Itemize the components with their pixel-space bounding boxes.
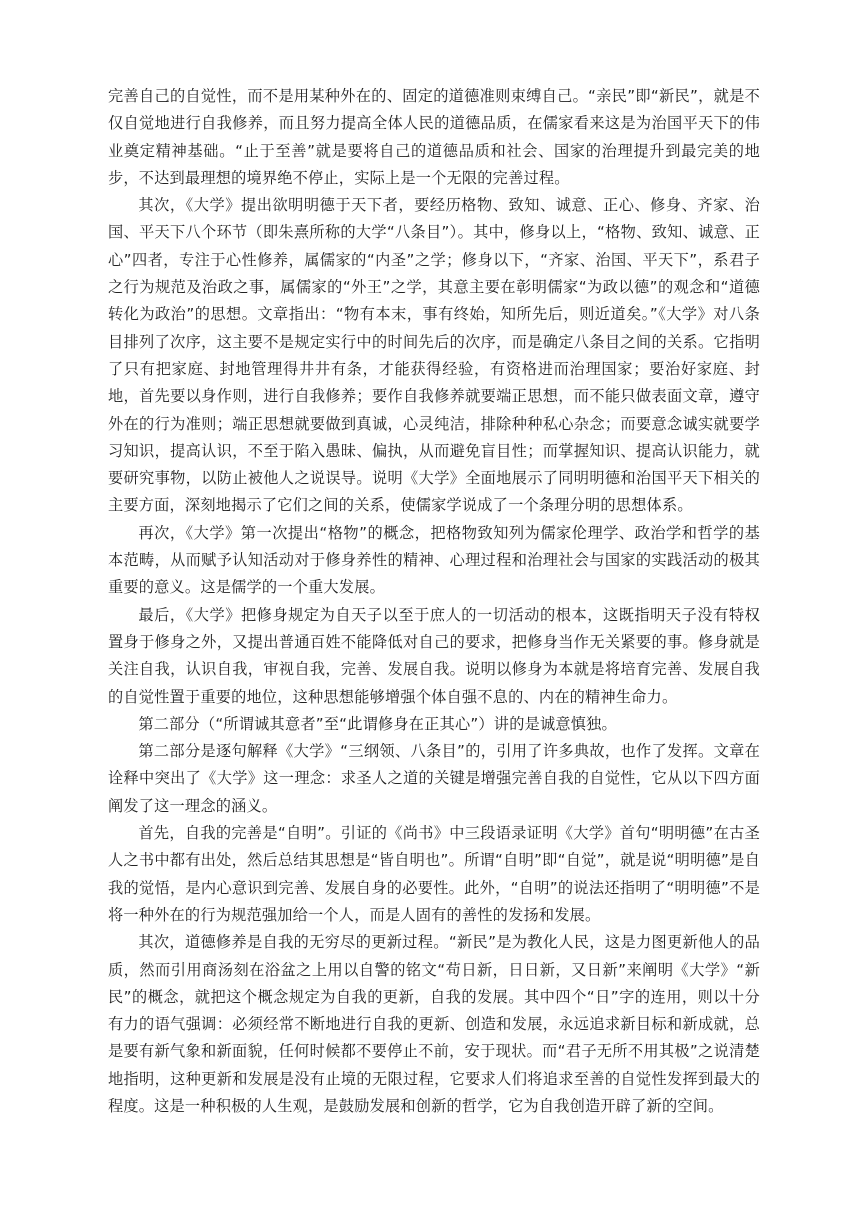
paragraph-eight-items: 其次，《大学》提出欲明明德于天下者，要经历格物、致知、诚意、正心、修身、齐家、治国、平天下八个环节（即朱熹所称的大学“八条目”）。其中，修身以上，“格物、致知、诚意、正心”四者，专注于心性修养，属儒家的“内圣”之学；修身以下，“齐家、治国、平天下”，系君子之行为规范及治政之事，属儒家的“外王”之学，其意主要在彰明儒家“为政以德”的观念和“道德转化为政治”的思想。文章指出：“物有本末，事有终始，知所先后，则近道矣。”《大学》对八条目排列了次序，这主要不是规定实行中的时间先后的次序，而是确定八条目之间的关系。它指明了只有把家庭、封地管理得井井有条，才能获得经验，有资格进而治理国家；要治好家庭、封地，首先要以身作则，进行自我修养；要作自我修养就要端正思想，而不能只做表面文章，遵守外在的行为准则；端正思想就要做到真诚，心灵纯洁，排除种种私心杂念；而要意念诚实就要学习知识，提高认识，不至于陷入愚昧、偏执，从而避免盲目性；而掌握知识、提高认识能力，就要研究事物，以防止被他人之说误导。说明《大学》全面地展示了同明明德和治国平天下相关的主要方面，深刻地揭示了它们之间的关系，使儒家学说成了一个条理分明的思想体系。 bbox=[108, 196, 760, 515]
paragraph-gewu: 再次，《大学》第一次提出“格物”的概念，把格物致知列为儒家伦理学、政治学和哲学的基本范畴，从而赋予认知活动对于修身养性的精神、心理过程和治理社会与国家的实践活动的极其重要的意义。这是儒学的一个重大发展。 bbox=[108, 523, 760, 597]
paragraph-part-two-heading: 第二部分（“所谓诚其意者”至“此谓修身在正其心”）讲的是诚意慎独。 bbox=[138, 714, 617, 733]
paragraph-part-two-intro: 第二部分是逐句解释《大学》“三纲领、八条目”的，引用了许多典故，也作了发挥。文章在诠释中突出了《大学》这一理念：求圣人之道的关键是增强完善自我的自觉性，它从以下四方面阐发了这一理念的涵义。 bbox=[108, 742, 760, 815]
paragraph-renewal: 其次，道德修养是自我的无穷尽的更新过程。“新民”是为教化人民，这是力图更新他人的品质，然而引用商汤刻在浴盆之上用以自警的铭文“苟日新，日日新，又日新”来阐明《大学》“新民”的概念，就把这个概念规定为自我的更新，自我的发展。其中四个“日”字的连用，则以十分有力的语气强调：必须经常不断地进行自我的更新、创造和发展，永远追求新目标和新成就，总是要有新气象和新面貌，任何时候都不要停止不前，安于现状。而“君子无所不用其极”之说清楚地指明，这种更新和发展是没有止境的无限过程，它要求人们将追求至善的自觉性发挥到最大的程度。这是一种积极的人生观，是鼓励发展和创新的哲学，它为自我创造开辟了新的空间。 bbox=[108, 933, 760, 1115]
paragraph-ziming: 首先，自我的完善是“自明”。引证的《尚书》中三段语录证明《大学》首句“明明德”在古圣人之书中都有出处，然后总结其思想是“皆自明也”。所谓“自明”即“自觉”，就是说“明明德”是自我的觉悟，是内心意识到完善、发展自身的必要性。此外，“自明”的说法还指明了“明明德”不是将一种外在的行为规范强加给一个人，而是人固有的善性的发扬和发展。 bbox=[108, 824, 760, 924]
document-page bbox=[108, 83, 760, 1120]
paragraph-continuation: 完善自己的自觉性，而不是用某种外在的、固定的道德准则束缚自己。“亲民”即“新民”，就是不仅自觉地进行自我修养，而且努力提高全体人民的道德品质，在儒家看来这是为治国平天下的伟业奠定精神基础。“止于至善”就是要将自己的道德品质和社会、国家的治理提升到最完美的地步，不达到最理想的境界绝不停止，实际上是一个无限的完善过程。 bbox=[108, 87, 760, 187]
paragraph-self-cultivation: 最后，《大学》把修身规定为自天子以至于庶人的一切活动的根本，这既指明天子没有特权置身于修身之外，又提出普通百姓不能降低对自己的要求，把修身当作无关紧要的事。修身就是关注自我，认识自我，审视自我，完善、发展自我。说明以修身为本就是将培育完善、发展自我的自觉性置于重要的地位，这种思想能够增强个体自强不息的、内在的精神生命力。 bbox=[108, 605, 760, 706]
